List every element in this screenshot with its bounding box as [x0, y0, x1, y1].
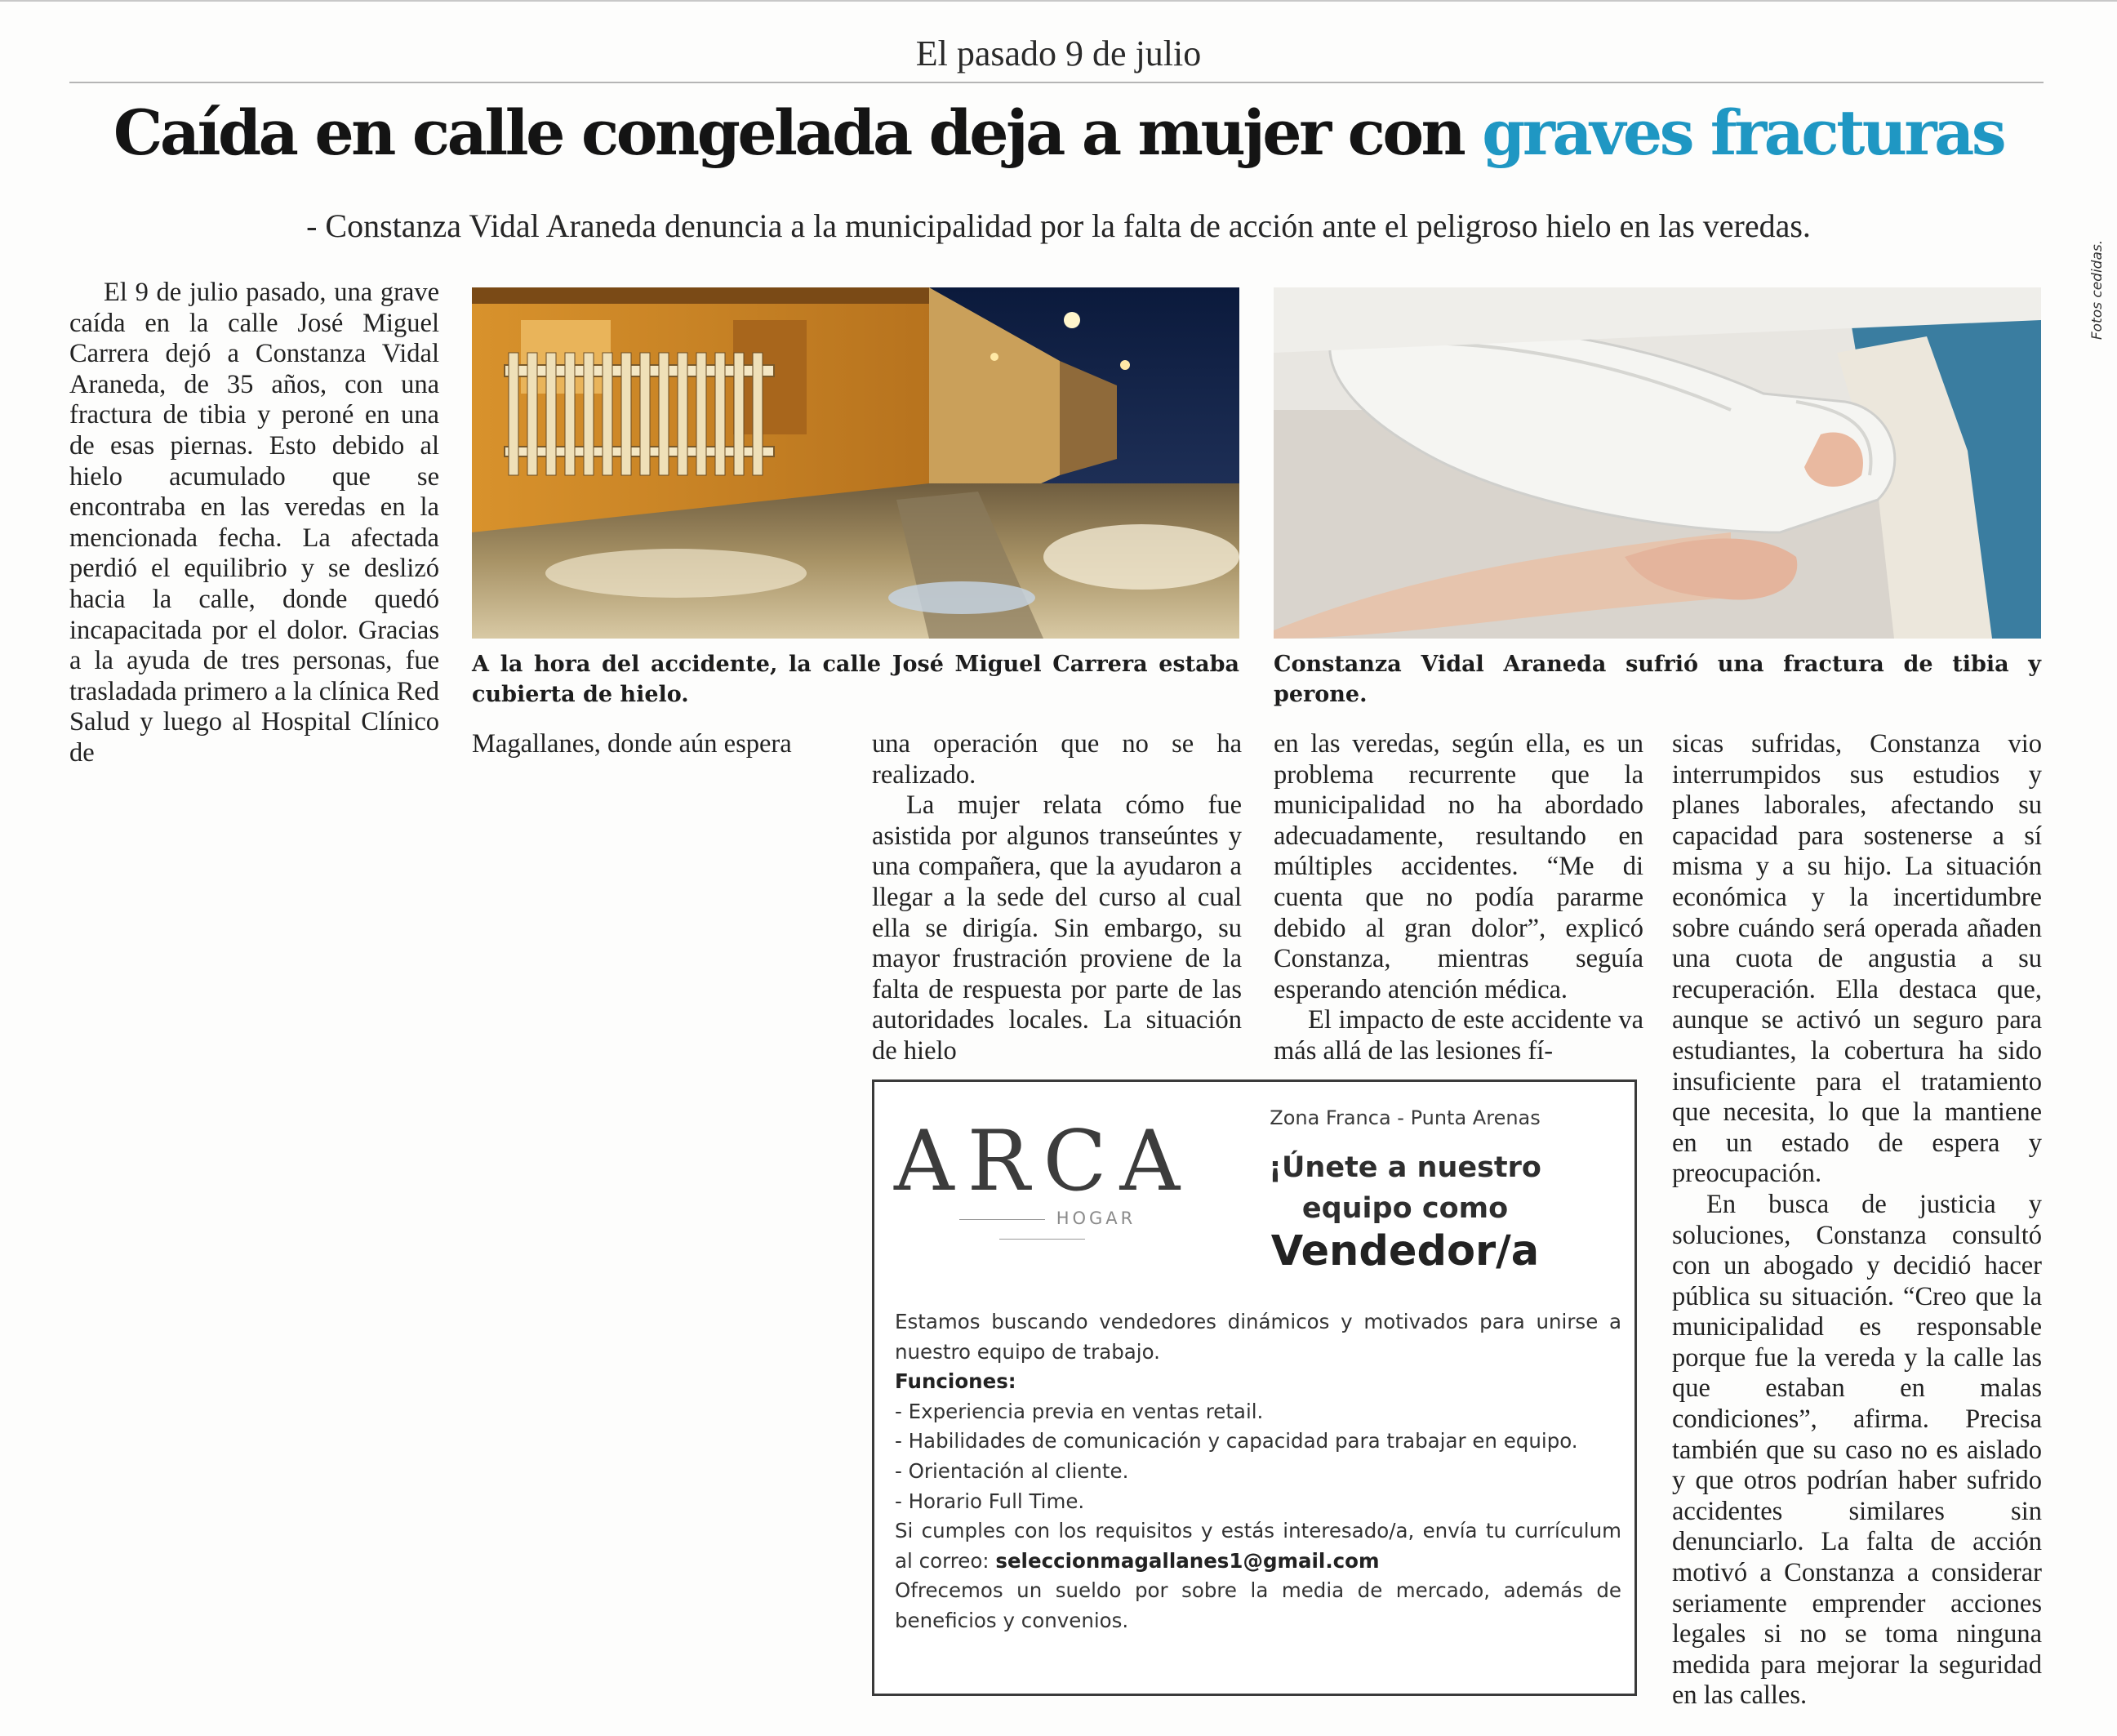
photo-caption-street: A la hora del accidente, la calle José Miguel Carrera estaba cubierta de hielo. — [472, 652, 1239, 707]
ad-apply-instructions: Si cumples con los requisitos y estás interesado/a, envía tu currículum al correo: — [895, 1519, 1621, 1573]
photo-caption-leg: Constanza Vidal Araneda sufrió una fractura de tibia y perone. — [1274, 652, 2041, 707]
top-border — [0, 0, 2117, 2]
article-paragraph: En busca de justicia y soluciones, Constanza consultó con un abogado y decidió hacer pública su situación. “Creo que la municipalidad es responsable porque fue la vereda y la calle las que estaban en malas condiciones”, afirma. Precisa también que su caso no es aislado y que otros podrían haber sufrido accidentes similares sin denunciarlo. La falta de acción motivó a Constanza a considerar seriamente emprender acciones legales si no se toma ninguna medida para mejorar la seguridad en las calles. — [1672, 1189, 2042, 1711]
header-rule — [69, 82, 2044, 83]
ad-function-item: - Experiencia previa en ventas retail. — [895, 1399, 1264, 1423]
article-column-1 — [69, 278, 439, 769]
ad-offer: Ofrecemos un sueldo por sobre la media de mercado, además de beneficios y convenios. — [895, 1578, 1621, 1632]
headline-highlight: graves fracturas — [1482, 96, 2004, 169]
subheadline: - Constanza Vidal Araneda denuncia a la municipalidad por la falta de acción ante el peligroso hielo en las veredas. — [306, 207, 1811, 244]
article-column-3 — [872, 729, 1242, 1067]
article-column-5 — [1672, 729, 2042, 1712]
article-paragraph: una operación que no se ha realizado. — [872, 729, 1242, 790]
article-column-4 — [1274, 729, 1643, 1067]
ad-intro: Estamos buscando vendedores dinámicos y motivados para unirse a nuestro equipo de trabajo. — [895, 1310, 1621, 1364]
icy-street-image — [472, 287, 1239, 639]
job-advertisement — [872, 1079, 1637, 1696]
ad-role-title: Vendedor/a — [1270, 1227, 1540, 1275]
article-paragraph: El 9 de julio pasado, una grave caída en la calle José Miguel Carrera dejó a Constanza Vidal Araneda, de 35 años, con una fractura de tibia y peroné en una de esas piernas. Esto debido al hielo acumulado que se encontraba en las veredas en la mencionada fecha. La afectada perdió el equilibrio y se deslizó hacia la calle, donde quedó incapacitada por el dolor. Gracias a la ayuda de tres personas, fue trasladada primero a la clínica Red Salud y luego al Hospital Clínico de — [69, 278, 439, 768]
ad-call-to-join: ¡Únete a nuestro equipo como — [1269, 1151, 1541, 1225]
article-paragraph: El impacto de este accidente va más allá de las lesiones fí- — [1274, 1005, 1643, 1066]
ad-function-item: - Orientación al cliente. — [895, 1458, 1129, 1483]
logo-subtitle — [894, 1209, 1190, 1248]
ad-location: Zona Franca - Punta Arenas — [1270, 1106, 1541, 1129]
kicker: El pasado 9 de julio — [915, 33, 1202, 73]
arca-logo: ARCA — [894, 1113, 1194, 1210]
article-paragraph: Magallanes, donde aún espera — [472, 729, 792, 759]
ad-functions-label: Funciones: — [895, 1369, 1016, 1394]
leg-cast-image — [1274, 287, 2041, 639]
headline-main: Caída en calle congelada deja a mujer con — [113, 96, 1483, 169]
ad-function-item: - Habilidades de comunicación y capacidad para trabajar en equipo. — [895, 1429, 1578, 1453]
ad-body — [895, 1307, 1621, 1636]
ad-apply-text — [895, 1516, 1621, 1576]
article-column-2 — [472, 729, 842, 760]
photo-leg-cast — [1274, 287, 2041, 639]
ad-email-link[interactable]: seleccionmagallanes1@gmail.com — [995, 1548, 1380, 1573]
article-paragraph: en las veredas, según ella, es un problema recurrente que la municipalidad no ha abordado adecuadamente, resultando en múltiples accidentes. “Me di cuenta que no podía pararme debido al gran dolor”, explicó Constanza, mientras seguía esperando atención médica. — [1274, 729, 1643, 1004]
article-paragraph: sicas sufridas, Constanza vio interrumpidos sus estudios y planes laborales, afectando su capacidad para sostenerse a sí misma y a su hijo. La situación económica y la incertidumbre sobre cuándo será operada añaden una cuota de angustia a su recuperación. Ella destaca que, aunque se activó un seguro para estudiantes, la cobertura ha sido insuficiente para el tratamiento que necesita, lo que la mantiene en un estado de espera y preocupación. — [1672, 729, 2042, 1189]
photo-icy-street — [472, 287, 1239, 639]
logo-subtitle-text: HOGAR — [1056, 1209, 1136, 1228]
ad-function-item: - Horario Full Time. — [895, 1489, 1085, 1513]
headline — [0, 96, 2117, 169]
photo-credit: Fotos cedidas. — [2089, 239, 2106, 341]
article-paragraph: La mujer relata cómo fue asistida por algunos transeúntes y una compañera, que la ayudaron a llegar a la sede del curso al cual ella se dirigía. Sin embargo, su mayor frustración proviene de la falta de respuesta por parte de las autoridades locales. La situación de hielo — [872, 790, 1242, 1066]
